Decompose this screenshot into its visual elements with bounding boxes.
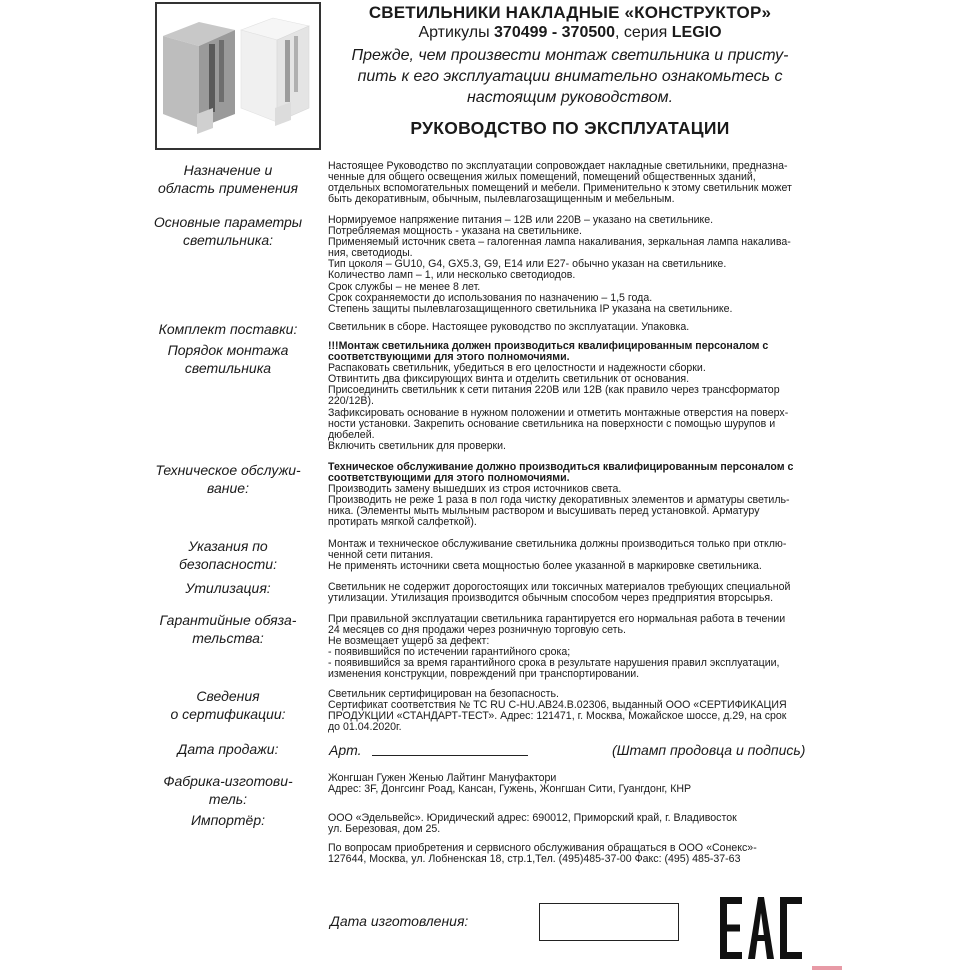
manufacture-date-box — [539, 903, 679, 941]
safety-text: Монтаж и техническое обслуживание светильника должны производиться только при отклю- ченной сети питания. Не применять источники света мощностью более указанной в маркировке светильника. — [328, 538, 787, 573]
params-label: Основные параметры светильника: — [153, 214, 303, 248]
warranty-label: Гарантийные обяза- тельства: — [159, 612, 297, 646]
importer-label: Импортёр: — [190, 812, 265, 828]
sale-article-label: Арт. — [329, 742, 362, 758]
manufacture-date-label: Дата изготовления: — [330, 913, 469, 929]
warning-text: Прежде, чем произвести монтаж светильника и присту- пить к его эксплуатации внимательно ознакомьтесь с настоящим руководством. — [351, 47, 789, 106]
certification-label: Сведения о сертификации: — [170, 688, 286, 722]
seller-stamp-label: (Штамп продовца и подпись) — [612, 742, 806, 758]
maintenance-label: Техническое обслужи- вание: — [155, 462, 301, 496]
factory-label: Фабрика-изготови- тель: — [163, 773, 293, 807]
kit-text: Светильник в сборе. Настоящее руководство по эксплуатации. Упаковка. — [328, 321, 690, 333]
disposal-label: Утилизация: — [185, 580, 271, 596]
mounting-text: !!!Монтаж светильника должен производиться квалифицированным персоналом с соответствующими для этого полномочиями. Распаковать светильник, убедиться в его целостности и надежности сборки. Отвинтить два фиксирующих винта и отделить светильник от основания. Присоединить светильник к сети питания 220В или 12В (как правило через трансформатор 220/12В). Зафиксировать основание в нужном положении и отметить монтажные отверстия на поверх- ности установки. Закрепить основание светильника на поверхности с помощью шурупов и дюбелей. Включить светильник для проверки. — [328, 340, 789, 452]
importer-text: ООО «Эдельвейс». Юридический адрес: 690012, Приморский край, г. Владивосток ул. Березовая, дом 25. По вопросам приобретения и сервисного обслуживания обращаться в ООО «Сонекс»- 127644, Москва, ул. Лобненская 18, стр.1,Тел. (495)485-37-00 Факс: (495) 485-37-63 — [328, 812, 757, 866]
article-numbers: Артикулы 370499 - 370500, серия LEGIO — [418, 24, 722, 41]
kit-label: Комплект поставки: — [158, 321, 298, 337]
purpose-text: Настоящее Руководство по эксплуатации сопровождает накладные светильники, предназна- ченные для общего освещения жилых помещений, помещений общественных зданий, отдельных вспомогательных помещений и мебели. Применительно к этому светильник может быть декоративным, обычным, пылевлагозащищенным и мебельным. — [328, 160, 792, 206]
purpose-label: Назначение и область применения — [157, 162, 299, 196]
safety-label: Указания по безопасности: — [179, 538, 277, 572]
document-title: СВЕТИЛЬНИКИ НАКЛАДНЫЕ «КОНСТРУКТОР» — [368, 3, 772, 22]
mounting-label: Порядок монтажа светильника — [167, 342, 289, 376]
factory-text: Жонгшан Гужен Женью Лайтинг Мануфактори Адрес: 3F, Донгсинг Роад, Кансан, Гужень, Жонгшан Сити, Гуангдонг, КНР — [328, 772, 692, 796]
product-photo — [155, 2, 321, 150]
manual-heading: РУКОВОДСТВО ПО ЭКСПЛУАТАЦИИ — [410, 118, 730, 138]
certification-text: Светильник сертифицирован на безопасность. Сертификат соответствия № ТС RU C-HU.АВ24.В.02306, выданный ООО «СЕРТИФИКАЦИЯ ПРОДУКЦИИ «СТАНДАРТ-ТЕСТ». Адрес: 121471, г. Москва, Можайское шоссе, д.29, на срок до 01.04.2020г. — [328, 688, 787, 734]
params-text: Нормируемое напряжение питания – 12В или 220В – указано на светильнике. Потребляемая мощность - указана на светильнике. Применяемый источник света – галогенная лампа накаливания, зеркальная лампа накалива- ния, светодиоды. Тип цоколя – GU10, G4, GX5.3, G9, E14 или E27- обычно указан на светильнике. Количество ламп – 1, или несколько светодиодов. Срок службы – не менее 8 лет. Срок сохраняемости до использования по назначению – 1,5 года. Степень защиты пылевлагозащищенного светильника IP указана на светильнике. — [328, 214, 791, 315]
product-photo-illustration — [157, 4, 319, 148]
edge-mark — [812, 966, 842, 970]
eac-mark-icon — [718, 895, 806, 961]
warranty-text: При правильной эксплуатации светильника гарантируется его нормальная работа в течении 24 месяцев со дня продажи через розничную торговую сеть. Не возмещает ущерб за дефект: - появившийся по истечении гарантийного срока; - появившийся за время гарантийного срока в результате нарушения правил эксплуатации, изменения конструкции, повреждений при транспортировании. — [328, 613, 786, 681]
maintenance-text: Техническое обслуживание должно производиться квалифицированным персоналом с соответствующими для этого полномочиями. Производить замену вышедших из строя источников света. Производить не реже 1 раза в пол года чистку декоративных элементов и арматуры светиль- ника. (Элементы мыть мыльным раствором и высушивать перед установкой. Арматуру протирать мягкой салфеткой). — [328, 461, 794, 529]
sale-date-label: Дата продажи: — [177, 741, 279, 757]
disposal-text: Светильник не содержит дорогостоящих или токсичных материалов требующих специальной утилизации. Утилизация производится обычным способом через предприятия вторсырья. — [328, 581, 791, 605]
sale-signature-line — [372, 755, 528, 756]
